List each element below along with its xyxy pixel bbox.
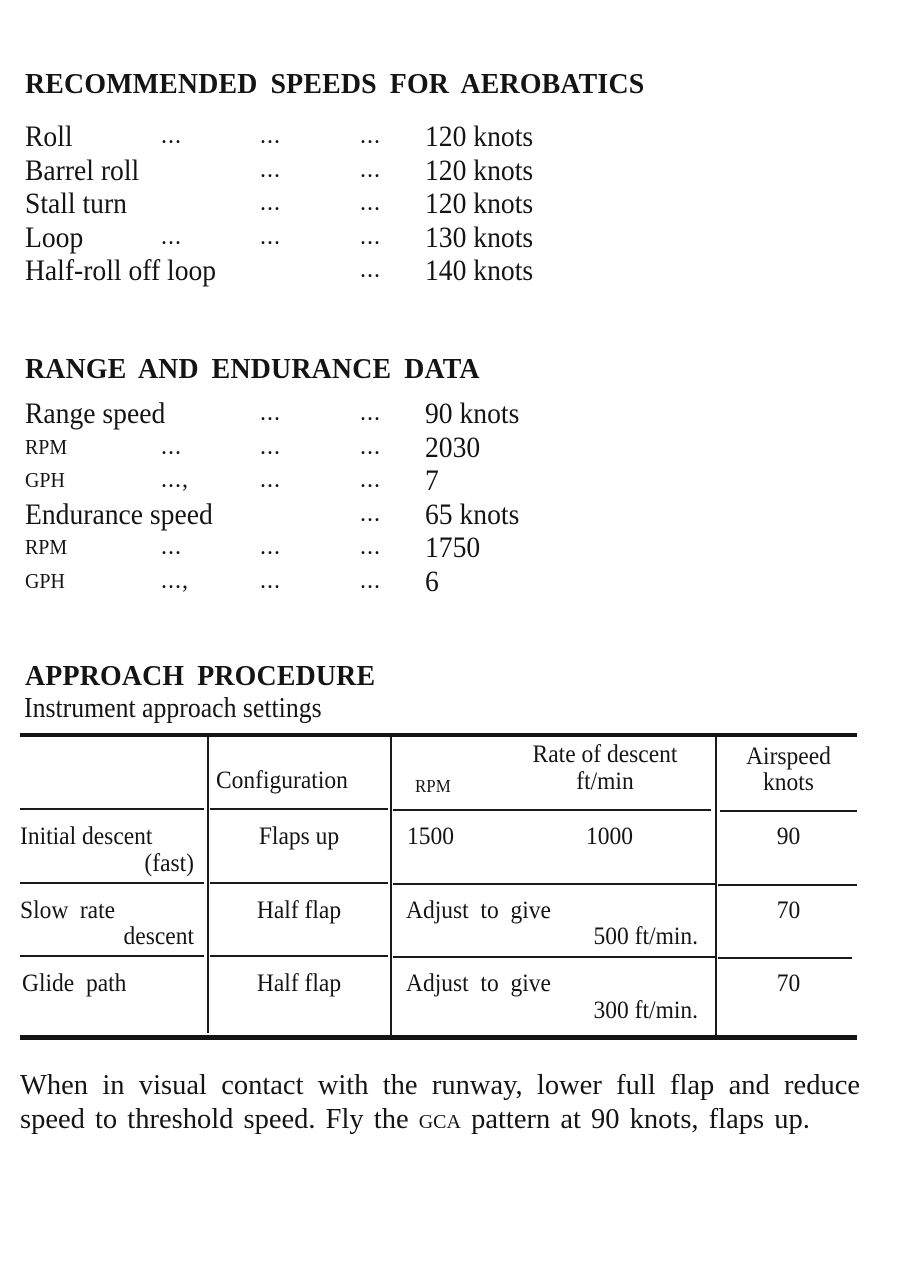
leader-dots: ... xyxy=(360,500,381,527)
leader-dots: ... xyxy=(360,467,381,493)
parameter-value: 2030 xyxy=(425,430,481,464)
leader-dots: ... xyxy=(360,400,381,426)
leader-dots: ... xyxy=(260,567,281,594)
approach-subtitle: Instrument approach settings xyxy=(24,693,322,724)
aerobatics-heading: RECOMMENDED SPEEDS FOR AEROBATICS xyxy=(25,68,645,100)
leader-dots: ... xyxy=(260,534,281,560)
configuration-value: Half flap xyxy=(256,970,342,997)
rate-of-descent-value: 1000 xyxy=(586,823,633,850)
configuration-value: Half flap xyxy=(256,897,342,924)
rpm-value: 1500 xyxy=(407,823,454,850)
leader-dots: ... xyxy=(360,257,381,283)
header-rpm: RPM xyxy=(415,776,451,796)
maneuver-label: Roll xyxy=(25,120,73,153)
rpm-rate-note-line2: 300 ft/min. xyxy=(593,997,698,1024)
header-airspeed: Airspeed xyxy=(746,743,831,770)
speed-value: 140 knots xyxy=(425,254,534,287)
row-divider xyxy=(718,957,852,959)
parameter-value: 7 xyxy=(425,464,439,497)
header-rate-of-descent-unit: ft/min xyxy=(576,768,634,795)
leader-dots: ... xyxy=(360,567,381,594)
row-divider xyxy=(210,808,388,810)
maneuver-label: Loop xyxy=(25,220,84,254)
speed-value: 120 knots xyxy=(425,120,534,153)
maneuver-label: Half-roll off loop xyxy=(25,254,217,287)
row-divider xyxy=(393,883,715,885)
leader-dots: ..., xyxy=(161,567,189,594)
leader-dots: ... xyxy=(161,223,182,250)
header-rate-of-descent: Rate of descent xyxy=(532,741,678,768)
parameter-value: 6 xyxy=(425,564,439,598)
configuration-value: Flaps up xyxy=(258,823,340,850)
leader-dots: ... xyxy=(260,467,281,493)
column-divider xyxy=(207,737,209,1033)
header-airspeed-unit: knots xyxy=(763,769,814,796)
maneuver-label: Barrel roll xyxy=(25,153,140,187)
row-divider xyxy=(20,808,204,810)
parameter-label: GPH xyxy=(25,568,65,593)
leader-dots: ... xyxy=(360,534,381,560)
leader-dots: ... xyxy=(260,433,281,460)
rpm-rate-note: Adjust to give xyxy=(406,897,551,924)
approach-note-paragraph xyxy=(20,1069,860,1139)
leader-dots: ... xyxy=(360,190,381,216)
row-divider xyxy=(210,882,388,884)
airspeed-value: 90 xyxy=(776,823,801,850)
row-divider xyxy=(210,955,388,957)
leader-dots: ... xyxy=(360,156,381,183)
range-endurance-heading: RANGE AND ENDURANCE DATA xyxy=(25,353,480,385)
parameter-label: Endurance speed xyxy=(25,497,213,531)
row-divider xyxy=(718,884,857,886)
leader-dots: ... xyxy=(161,534,182,560)
row-divider xyxy=(393,809,711,811)
note-text: When in visual contact with the runway, lower full flap and reduce speed to threshold speed. Fly the xyxy=(20,1070,860,1135)
maneuver-label: Stall turn xyxy=(25,187,127,220)
leader-dots: ... xyxy=(260,223,281,250)
approach-settings-table xyxy=(20,733,857,1043)
approach-heading: APPROACH PROCEDURE xyxy=(25,660,376,692)
parameter-label: Range speed xyxy=(25,397,166,430)
table-top-rule xyxy=(20,733,857,737)
phase-label-line2: descent xyxy=(123,923,194,950)
rpm-rate-note: Adjust to give xyxy=(406,970,551,997)
parameter-value: 65 knots xyxy=(425,497,520,531)
leader-dots: ..., xyxy=(161,467,189,493)
leader-dots: ... xyxy=(360,123,381,149)
parameter-value: 90 knots xyxy=(425,397,520,430)
leader-dots: ... xyxy=(161,123,182,149)
airspeed-value: 70 xyxy=(776,897,801,924)
airspeed-value: 70 xyxy=(776,970,801,997)
phase-label: Initial descent xyxy=(20,823,153,850)
phase-label: Slow rate xyxy=(20,897,116,924)
speed-value: 120 knots xyxy=(425,153,534,187)
parameter-label: RPM xyxy=(25,535,68,559)
column-divider xyxy=(715,737,717,1035)
leader-dots: ... xyxy=(260,123,281,149)
leader-dots: ... xyxy=(260,190,281,216)
phase-label: Glide path xyxy=(22,970,127,997)
note-text-end: pattern at 90 knots, flaps up. xyxy=(460,1104,810,1135)
parameter-label: RPM xyxy=(25,434,68,459)
parameter-label: GPH xyxy=(25,468,65,492)
row-divider xyxy=(20,882,204,884)
header-configuration: Configuration xyxy=(216,767,348,794)
leader-dots: ... xyxy=(360,223,381,250)
speed-value: 130 knots xyxy=(425,220,534,254)
phase-label-line2: (fast) xyxy=(144,850,194,877)
leader-dots: ... xyxy=(260,400,281,426)
row-divider xyxy=(393,956,715,958)
leader-dots: ... xyxy=(260,156,281,183)
row-divider xyxy=(720,810,857,812)
speed-value: 120 knots xyxy=(425,187,534,220)
rpm-rate-note-line2: 500 ft/min. xyxy=(593,923,698,950)
parameter-value: 1750 xyxy=(425,531,481,564)
row-divider xyxy=(20,955,204,957)
column-divider xyxy=(390,737,392,1035)
leader-dots: ... xyxy=(161,433,182,460)
table-bottom-rule xyxy=(20,1035,857,1040)
gca-abbreviation: GCA xyxy=(418,1111,461,1133)
leader-dots: ... xyxy=(360,433,381,460)
